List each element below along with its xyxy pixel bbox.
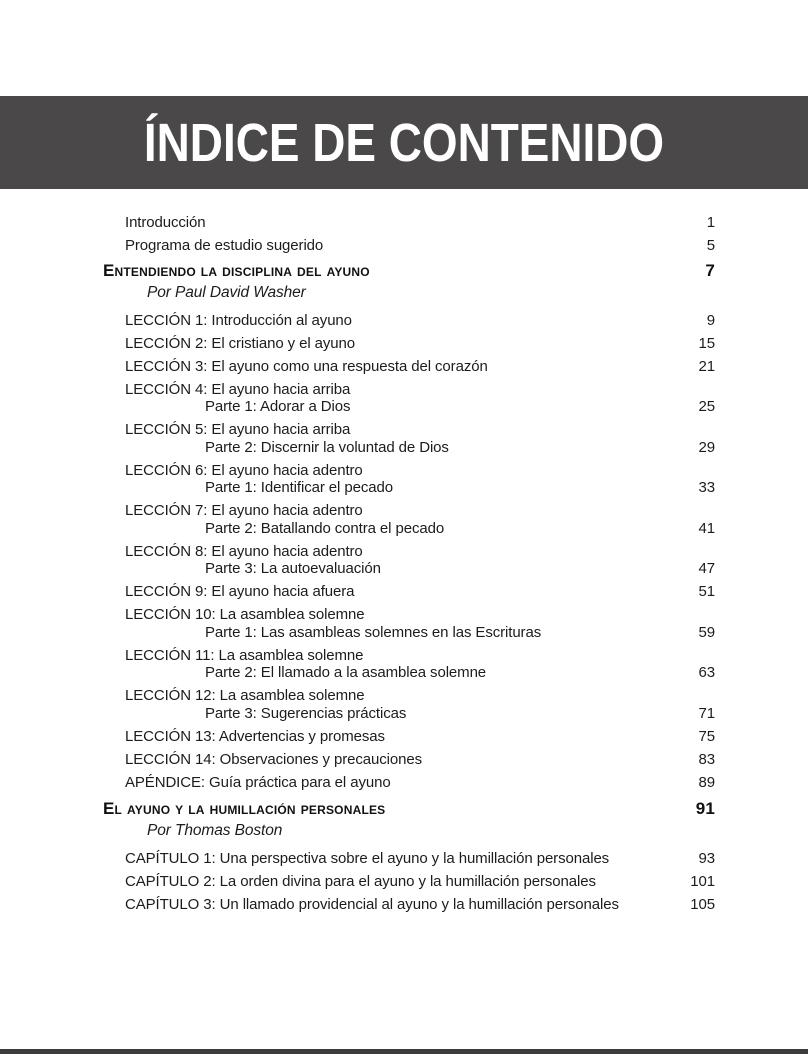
toc-entry <box>103 896 715 914</box>
toc-entry-row <box>103 381 715 399</box>
toc-entry <box>103 728 715 746</box>
toc-entry-row <box>103 728 715 746</box>
toc-entry <box>103 381 715 416</box>
footer-bar <box>0 1049 808 1054</box>
toc-entry-label: LECCIÓN 14: Observaciones y precauciones <box>125 750 422 768</box>
toc-entry-sublabel: Parte 1: Identificar el pecado <box>205 479 393 496</box>
toc-entry-page: 59 <box>698 623 715 641</box>
toc-entry-sublabel: Parte 2: El llamado a la asamblea solemne <box>205 664 487 681</box>
toc-entry-sublabel: Parte 3: Sugerencias prácticas <box>205 704 407 722</box>
toc-entry-subrow <box>103 398 715 416</box>
toc-entry <box>103 358 715 376</box>
toc-entry-row <box>103 751 715 769</box>
section-heading: Entendiendo la disciplina del ayuno <box>103 260 370 280</box>
toc-entry-sublabel: Parte 2: Discernir la voluntad de Dios <box>205 438 449 456</box>
toc-entry-page: 47 <box>698 560 715 577</box>
toc-entry-subrow <box>103 560 715 578</box>
toc-entry-page: 75 <box>698 727 715 745</box>
toc-entry <box>103 606 715 641</box>
title-band <box>0 96 808 189</box>
toc-entry-row <box>103 421 715 439</box>
toc-entry-label: LECCIÓN 3: El ayuno como una respuesta del corazón <box>125 357 488 375</box>
toc-entry-page: 51 <box>698 583 715 600</box>
toc-section <box>103 261 715 792</box>
toc-entry <box>103 774 715 792</box>
toc-entry-label: Programa de estudio sugerido <box>125 237 324 254</box>
section-author: Por Paul David Washer <box>147 283 306 301</box>
toc-entry-label: LECCIÓN 1: Introducción al ayuno <box>125 311 352 329</box>
toc-entry-row <box>103 606 715 624</box>
page-title: ÍNDICE DE CONTENIDO <box>143 112 665 173</box>
toc-entry-row <box>103 873 715 891</box>
toc-entry-row <box>103 896 715 914</box>
toc-entry-row <box>103 502 715 520</box>
toc-entry-page: 21 <box>698 357 715 375</box>
toc-entry <box>103 421 715 456</box>
toc-entry <box>103 647 715 682</box>
toc-entry <box>103 502 715 537</box>
toc-entry-page: 15 <box>698 334 715 352</box>
toc-entry-page: 1 <box>706 214 715 231</box>
toc-entry-label: LECCIÓN 10: La asamblea solemne <box>125 606 365 623</box>
toc-entry <box>103 462 715 497</box>
toc-entry-row <box>103 335 715 353</box>
toc-entry-label: LECCIÓN 5: El ayuno hacia arriba <box>125 421 351 438</box>
section-page: 7 <box>705 260 715 280</box>
section-author: Por Thomas Boston <box>147 822 283 839</box>
toc-entry-sublabel: Parte 3: La autoevaluación <box>205 560 381 577</box>
toc-entry-page: 25 <box>698 398 715 415</box>
toc-entry <box>103 751 715 769</box>
toc-entry <box>103 583 715 601</box>
toc <box>103 214 715 919</box>
toc-entry-label: Introducción <box>125 214 206 231</box>
toc-entry-page: 83 <box>698 750 715 768</box>
toc-entry-row <box>103 774 715 792</box>
toc-entry <box>103 237 715 255</box>
toc-entry-page: 89 <box>698 773 715 791</box>
toc-entry-label: CAPÍTULO 1: Una perspectiva sobre el ayuno y la humillación personales <box>125 850 610 867</box>
toc-entry-subrow <box>103 705 715 723</box>
toc-entry <box>103 335 715 353</box>
toc-entry-row <box>103 214 715 232</box>
section-heading-row <box>103 261 715 281</box>
toc-entry-label: LECCIÓN 9: El ayuno hacia afuera <box>125 583 355 600</box>
toc-entry-page: 105 <box>690 896 715 913</box>
toc-entry-label: APÉNDICE: Guía práctica para el ayuno <box>125 773 391 791</box>
toc-entry-label: LECCIÓN 13: Advertencias y promesas <box>125 727 385 745</box>
toc-entry <box>103 850 715 868</box>
toc-entry <box>103 312 715 330</box>
toc-entry-subrow <box>103 479 715 497</box>
toc-entry-label: LECCIÓN 7: El ayuno hacia adentro <box>125 502 363 519</box>
toc-entry-page: 33 <box>698 479 715 496</box>
toc-entry-page: 9 <box>706 311 715 329</box>
toc-entry-subrow <box>103 624 715 642</box>
toc-entry-label: LECCIÓN 12: La asamblea solemne <box>125 687 365 704</box>
section-heading-row <box>103 799 715 819</box>
toc-entry-page: 71 <box>698 704 715 722</box>
section-entries <box>103 312 715 792</box>
toc-entry-page: 41 <box>698 519 715 537</box>
toc-entry-label: LECCIÓN 8: El ayuno hacia adentro <box>125 542 363 560</box>
toc-entry-row <box>103 647 715 665</box>
toc-entry-row <box>103 543 715 561</box>
toc-entry-label: LECCIÓN 6: El ayuno hacia adentro <box>125 461 363 479</box>
toc-entry-label: LECCIÓN 4: El ayuno hacia arriba <box>125 380 351 398</box>
toc-entry-row <box>103 237 715 255</box>
toc-entry-row <box>103 312 715 330</box>
toc-entry-sublabel: Parte 1: Adorar a Dios <box>205 398 351 415</box>
toc-entry-row <box>103 850 715 868</box>
toc-entry-label: LECCIÓN 11: La asamblea solemne <box>125 646 364 664</box>
toc-entry-page: 101 <box>690 873 715 890</box>
toc-entry <box>103 214 715 232</box>
section-page: 91 <box>695 799 715 818</box>
toc-entry-row <box>103 358 715 376</box>
toc-entry-row <box>103 462 715 480</box>
toc-entry-sublabel: Parte 2: Batallando contra el pecado <box>205 519 445 537</box>
section-heading: El ayuno y la humillación personales <box>103 799 386 818</box>
toc-section <box>103 799 715 914</box>
toc-entry-page: 29 <box>698 438 715 456</box>
toc-entry-subrow <box>103 439 715 457</box>
toc-entry-page: 93 <box>698 850 715 867</box>
section-entries <box>103 850 715 914</box>
toc-entry-label: CAPÍTULO 3: Un llamado providencial al ayuno y la humillación personales <box>125 896 619 913</box>
toc-entry <box>103 873 715 891</box>
toc-entry-subrow <box>103 520 715 538</box>
toc-entry-subrow <box>103 664 715 682</box>
toc-entry <box>103 687 715 722</box>
toc-entry-sublabel: Parte 1: Las asambleas solemnes en las Escrituras <box>205 623 542 641</box>
toc-entry <box>103 543 715 578</box>
toc-entry-row <box>103 687 715 705</box>
toc-entry-row <box>103 583 715 601</box>
toc-entry-page: 63 <box>698 664 715 681</box>
toc-entry-label: CAPÍTULO 2: La orden divina para el ayuno y la humillación personales <box>125 873 596 890</box>
toc-entry-label: LECCIÓN 2: El cristiano y el ayuno <box>125 334 356 352</box>
toc-entry-page: 5 <box>706 237 715 254</box>
